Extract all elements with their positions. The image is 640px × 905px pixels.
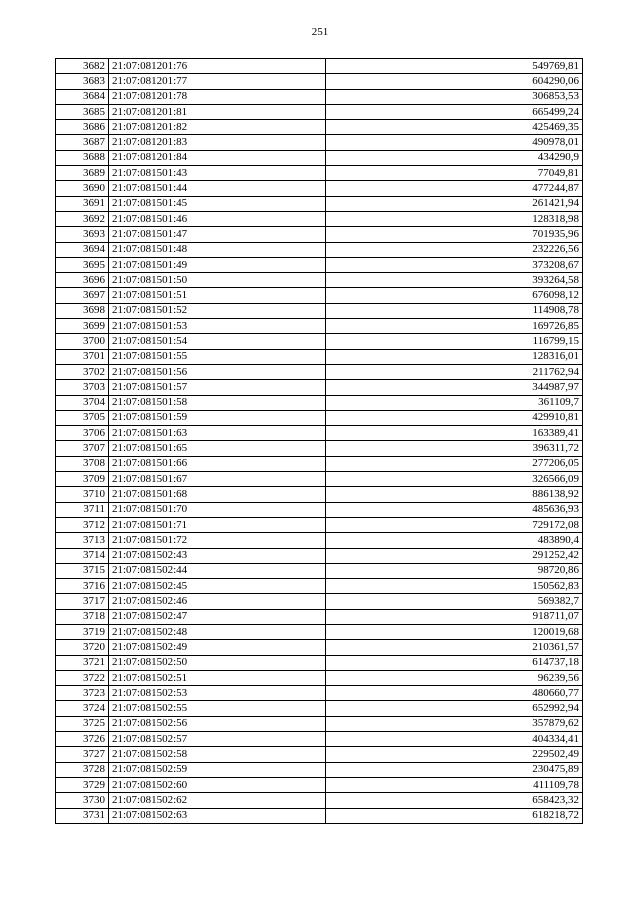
cadastral-number: 21:07:081502:59 [109, 762, 326, 777]
cadastral-number: 21:07:081501:66 [109, 456, 326, 471]
row-index: 3696 [56, 273, 109, 288]
row-index: 3721 [56, 655, 109, 670]
row-index: 3712 [56, 517, 109, 532]
cadastral-number: 21:07:081501:47 [109, 227, 326, 242]
row-index: 3682 [56, 59, 109, 74]
row-index: 3711 [56, 502, 109, 517]
row-index: 3707 [56, 441, 109, 456]
cadastral-number: 21:07:081502:51 [109, 670, 326, 685]
table-row [56, 533, 583, 548]
row-index: 3690 [56, 181, 109, 196]
cadastral-value: 120019,68 [326, 624, 583, 639]
cadastral-value: 261421,94 [326, 196, 583, 211]
cadastral-value: 211762,94 [326, 364, 583, 379]
cadastral-number: 21:07:081201:83 [109, 135, 326, 150]
cadastral-number: 21:07:081502:46 [109, 594, 326, 609]
cadastral-value: 128316,01 [326, 349, 583, 364]
row-index: 3694 [56, 242, 109, 257]
table-row [56, 120, 583, 135]
cadastral-value: 429910,81 [326, 410, 583, 425]
cadastral-value: 96239,56 [326, 670, 583, 685]
cadastral-value: 393264,58 [326, 273, 583, 288]
row-index: 3716 [56, 579, 109, 594]
table-row [56, 364, 583, 379]
table-row [56, 777, 583, 792]
table-row [56, 257, 583, 272]
table-row [56, 380, 583, 395]
table-row [56, 395, 583, 410]
cadastral-value-table [55, 58, 583, 824]
cadastral-value: 163389,41 [326, 426, 583, 441]
cadastral-number: 21:07:081502:50 [109, 655, 326, 670]
table-row [56, 793, 583, 808]
row-index: 3725 [56, 716, 109, 731]
table-row [56, 59, 583, 74]
cadastral-value: 77049,81 [326, 166, 583, 181]
row-index: 3722 [56, 670, 109, 685]
cadastral-number: 21:07:081501:48 [109, 242, 326, 257]
cadastral-value: 128318,98 [326, 211, 583, 226]
table-row [56, 410, 583, 425]
row-index: 3731 [56, 808, 109, 823]
cadastral-value: 701935,96 [326, 227, 583, 242]
cadastral-value: 361109,7 [326, 395, 583, 410]
table-row [56, 808, 583, 823]
table-row [56, 670, 583, 685]
row-index: 3691 [56, 196, 109, 211]
cadastral-number: 21:07:081501:52 [109, 303, 326, 318]
table-row [56, 686, 583, 701]
cadastral-value: 477244,87 [326, 181, 583, 196]
cadastral-value: 230475,89 [326, 762, 583, 777]
table-row [56, 273, 583, 288]
row-index: 3726 [56, 732, 109, 747]
table-row [56, 701, 583, 716]
cadastral-value: 396311,72 [326, 441, 583, 456]
cadastral-value: 658423,32 [326, 793, 583, 808]
row-index: 3708 [56, 456, 109, 471]
table-row [56, 135, 583, 150]
cadastral-value: 614737,18 [326, 655, 583, 670]
row-index: 3724 [56, 701, 109, 716]
cadastral-number: 21:07:081501:72 [109, 533, 326, 548]
row-index: 3685 [56, 104, 109, 119]
cadastral-value: 98720,86 [326, 563, 583, 578]
row-index: 3718 [56, 609, 109, 624]
cadastral-value: 549769,81 [326, 59, 583, 74]
cadastral-value: 277206,05 [326, 456, 583, 471]
cadastral-value: 483890,4 [326, 533, 583, 548]
table-row [56, 624, 583, 639]
table-row [56, 732, 583, 747]
table-row [56, 288, 583, 303]
table-row [56, 441, 583, 456]
cadastral-value: 604290,06 [326, 74, 583, 89]
row-index: 3730 [56, 793, 109, 808]
cadastral-value: 665499,24 [326, 104, 583, 119]
row-index: 3709 [56, 472, 109, 487]
table-row [56, 487, 583, 502]
cadastral-value: 357879,62 [326, 716, 583, 731]
cadastral-number: 21:07:081502:47 [109, 609, 326, 624]
cadastral-value: 618218,72 [326, 808, 583, 823]
row-index: 3706 [56, 426, 109, 441]
cadastral-value: 404334,41 [326, 732, 583, 747]
table-row [56, 426, 583, 441]
row-index: 3701 [56, 349, 109, 364]
cadastral-value: 326566,09 [326, 472, 583, 487]
row-index: 3692 [56, 211, 109, 226]
table-row [56, 89, 583, 104]
cadastral-value: 150562,83 [326, 579, 583, 594]
table-row [56, 349, 583, 364]
table-row [56, 456, 583, 471]
table-row [56, 594, 583, 609]
cadastral-value: 480660,77 [326, 686, 583, 701]
row-index: 3695 [56, 257, 109, 272]
cadastral-value: 344987,97 [326, 380, 583, 395]
cadastral-number: 21:07:081501:68 [109, 487, 326, 502]
page-number: 251 [311, 26, 329, 38]
row-index: 3717 [56, 594, 109, 609]
cadastral-number: 21:07:081501:49 [109, 257, 326, 272]
row-index: 3704 [56, 395, 109, 410]
table-row [56, 609, 583, 624]
table-row [56, 181, 583, 196]
cadastral-value: 434290,9 [326, 150, 583, 165]
row-index: 3699 [56, 319, 109, 334]
cadastral-number: 21:07:081501:51 [109, 288, 326, 303]
cadastral-number: 21:07:081501:65 [109, 441, 326, 456]
cadastral-number: 21:07:081501:44 [109, 181, 326, 196]
table-row [56, 655, 583, 670]
row-index: 3698 [56, 303, 109, 318]
cadastral-value: 210361,57 [326, 640, 583, 655]
table-row [56, 472, 583, 487]
row-index: 3697 [56, 288, 109, 303]
table-row [56, 166, 583, 181]
cadastral-value: 569382,7 [326, 594, 583, 609]
row-index: 3684 [56, 89, 109, 104]
cadastral-value: 490978,01 [326, 135, 583, 150]
row-index: 3703 [56, 380, 109, 395]
row-index: 3688 [56, 150, 109, 165]
cadastral-number: 21:07:081501:54 [109, 334, 326, 349]
table-row [56, 303, 583, 318]
cadastral-number: 21:07:081501:67 [109, 472, 326, 487]
cadastral-number: 21:07:081501:56 [109, 364, 326, 379]
table-row [56, 319, 583, 334]
table-row [56, 716, 583, 731]
table-body [56, 59, 583, 824]
cadastral-value: 169726,85 [326, 319, 583, 334]
table-row [56, 74, 583, 89]
table-row [56, 104, 583, 119]
row-index: 3714 [56, 548, 109, 563]
table-row [56, 563, 583, 578]
cadastral-number: 21:07:081502:48 [109, 624, 326, 639]
row-index: 3702 [56, 364, 109, 379]
row-index: 3700 [56, 334, 109, 349]
cadastral-number: 21:07:081501:50 [109, 273, 326, 288]
cadastral-number: 21:07:081502:63 [109, 808, 326, 823]
cadastral-value: 411109,78 [326, 777, 583, 792]
cadastral-value: 485636,93 [326, 502, 583, 517]
cadastral-number: 21:07:081501:53 [109, 319, 326, 334]
cadastral-number: 21:07:081201:82 [109, 120, 326, 135]
cadastral-number: 21:07:081501:71 [109, 517, 326, 532]
table-row [56, 196, 583, 211]
row-index: 3689 [56, 166, 109, 181]
cadastral-number: 21:07:081501:43 [109, 166, 326, 181]
row-index: 3705 [56, 410, 109, 425]
row-index: 3720 [56, 640, 109, 655]
cadastral-number: 21:07:081502:44 [109, 563, 326, 578]
cadastral-number: 21:07:081501:46 [109, 211, 326, 226]
cadastral-number: 21:07:081502:45 [109, 579, 326, 594]
cadastral-value: 306853,53 [326, 89, 583, 104]
row-index: 3719 [56, 624, 109, 639]
row-index: 3693 [56, 227, 109, 242]
table-row [56, 640, 583, 655]
cadastral-value: 918711,07 [326, 609, 583, 624]
cadastral-number: 21:07:081501:59 [109, 410, 326, 425]
cadastral-number: 21:07:081502:53 [109, 686, 326, 701]
cadastral-number: 21:07:081501:55 [109, 349, 326, 364]
table-row [56, 211, 583, 226]
cadastral-value: 232226,56 [326, 242, 583, 257]
table-row [56, 747, 583, 762]
cadastral-number: 21:07:081502:56 [109, 716, 326, 731]
cadastral-number: 21:07:081502:62 [109, 793, 326, 808]
row-index: 3686 [56, 120, 109, 135]
table-row [56, 762, 583, 777]
row-index: 3713 [56, 533, 109, 548]
cadastral-number: 21:07:081502:57 [109, 732, 326, 747]
cadastral-value: 116799,15 [326, 334, 583, 349]
row-index: 3710 [56, 487, 109, 502]
cadastral-number: 21:07:081501:45 [109, 196, 326, 211]
cadastral-value: 291252,42 [326, 548, 583, 563]
cadastral-number: 21:07:081502:60 [109, 777, 326, 792]
row-index: 3723 [56, 686, 109, 701]
cadastral-value: 114908,78 [326, 303, 583, 318]
row-index: 3729 [56, 777, 109, 792]
row-index: 3687 [56, 135, 109, 150]
cadastral-value: 425469,35 [326, 120, 583, 135]
cadastral-number: 21:07:081501:63 [109, 426, 326, 441]
cadastral-number: 21:07:081201:76 [109, 59, 326, 74]
cadastral-number: 21:07:081201:84 [109, 150, 326, 165]
table-row [56, 502, 583, 517]
cadastral-number: 21:07:081501:70 [109, 502, 326, 517]
cadastral-value: 729172,08 [326, 517, 583, 532]
cadastral-value: 373208,67 [326, 257, 583, 272]
cadastral-value: 229502,49 [326, 747, 583, 762]
table-row [56, 227, 583, 242]
cadastral-number: 21:07:081502:58 [109, 747, 326, 762]
row-index: 3715 [56, 563, 109, 578]
cadastral-number: 21:07:081201:77 [109, 74, 326, 89]
table-row [56, 517, 583, 532]
cadastral-value: 652992,94 [326, 701, 583, 716]
cadastral-number: 21:07:081502:55 [109, 701, 326, 716]
table-row [56, 334, 583, 349]
cadastral-number: 21:07:081501:58 [109, 395, 326, 410]
row-index: 3727 [56, 747, 109, 762]
table-row [56, 579, 583, 594]
cadastral-value: 886138,92 [326, 487, 583, 502]
cadastral-number: 21:07:081502:49 [109, 640, 326, 655]
cadastral-number: 21:07:081201:78 [109, 89, 326, 104]
table-row [56, 242, 583, 257]
cadastral-number: 21:07:081501:57 [109, 380, 326, 395]
table-row [56, 150, 583, 165]
table-row [56, 548, 583, 563]
row-index: 3728 [56, 762, 109, 777]
cadastral-number: 21:07:081502:43 [109, 548, 326, 563]
row-index: 3683 [56, 74, 109, 89]
cadastral-number: 21:07:081201:81 [109, 104, 326, 119]
cadastral-value: 676098,12 [326, 288, 583, 303]
